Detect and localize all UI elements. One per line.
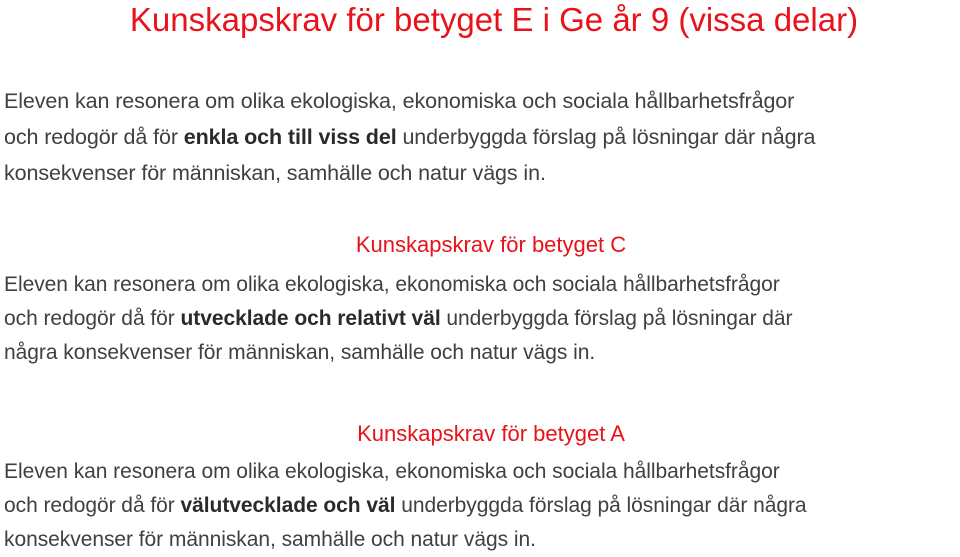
line-text: underbyggda förslag på lösningar där några xyxy=(396,125,816,149)
line-text: konsekvenser för människan, samhälle och natur vägs in. xyxy=(4,528,536,551)
paragraph-line xyxy=(4,83,960,119)
paragraph-line xyxy=(4,155,960,191)
paragraph-line xyxy=(4,455,960,489)
slide-title: Kunskapskrav för betyget E i Ge år 9 (vissa delar) xyxy=(129,1,859,38)
paragraph-line xyxy=(4,302,960,336)
line-text: och redogör då för xyxy=(4,307,181,330)
line-text: och redogör då för xyxy=(4,125,184,149)
heading-grade-a: Kunskapskrav för betyget A xyxy=(357,421,625,446)
paragraph-line xyxy=(4,119,960,155)
paragraph-grade-a xyxy=(4,455,960,557)
line-text: Eleven kan resonera om olika ekologiska, ekonomiska och sociala hållbarhetsfrågor xyxy=(4,460,780,483)
line-text: underbyggda förslag på lösningar där några xyxy=(395,494,807,517)
emphasis-text: utvecklade och relativt väl xyxy=(180,307,441,330)
line-text: konsekvenser för människan, samhälle och natur vägs in. xyxy=(4,161,546,185)
line-text: och redogör då för xyxy=(4,494,181,517)
emphasis-text: enkla och till viss del xyxy=(183,125,397,149)
heading-grade-c: Kunskapskrav för betyget C xyxy=(355,232,627,257)
paragraph-grade-e xyxy=(4,83,960,191)
emphasis-text: välutvecklade och väl xyxy=(180,494,396,517)
paragraph-line xyxy=(4,489,960,523)
paragraph-line xyxy=(4,268,960,302)
line-text: Eleven kan resonera om olika ekologiska, ekonomiska och sociala hållbarhetsfrågor xyxy=(4,273,780,296)
paragraph-line xyxy=(4,336,960,370)
line-text: Eleven kan resonera om olika ekologiska, ekonomiska och sociala hållbarhetsfrågor xyxy=(4,89,795,113)
line-text: underbyggda förslag på lösningar där xyxy=(440,307,793,330)
paragraph-grade-c xyxy=(4,268,960,370)
paragraph-line xyxy=(4,523,960,557)
line-text: några konsekvenser för människan, samhälle och natur vägs in. xyxy=(4,341,596,364)
